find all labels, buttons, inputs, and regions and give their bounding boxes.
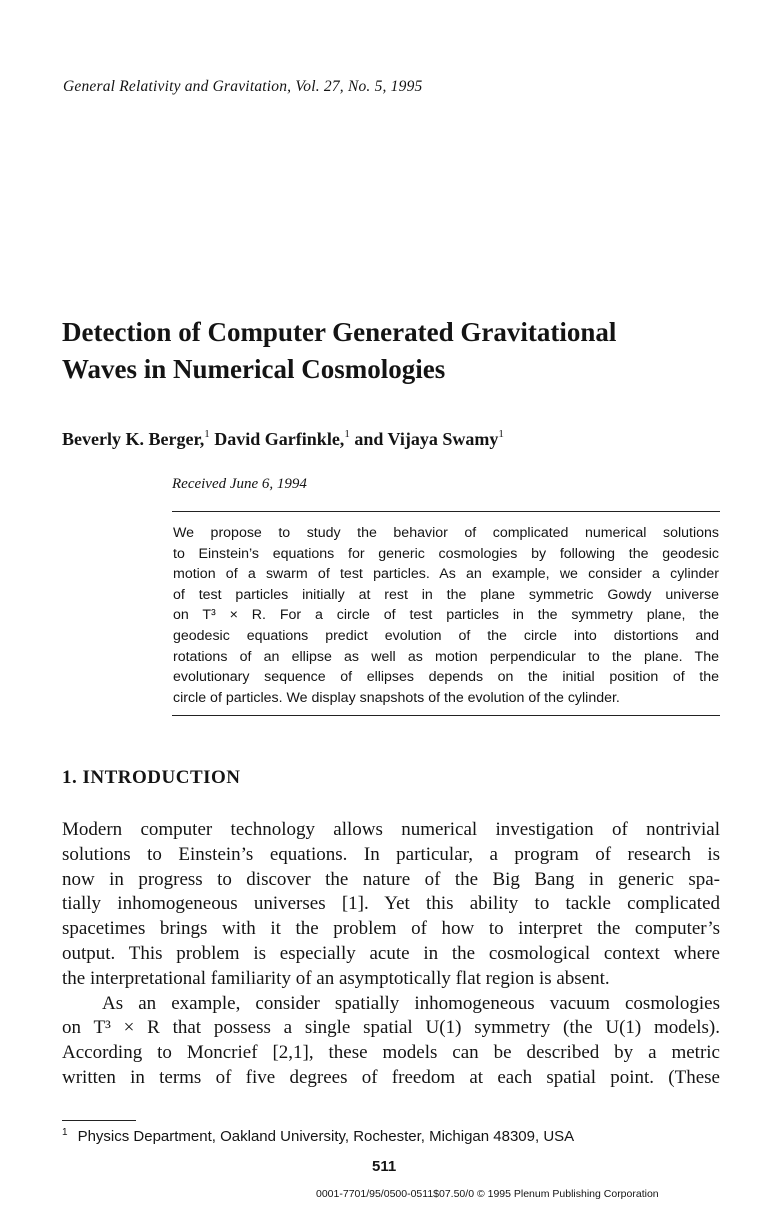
abstract-line: motion of a swarm of test particles. As an example, we consider a cylinder: [173, 566, 719, 583]
abstract-line: to Einstein’s equations for generic cosmologies by following the geodesic: [173, 545, 719, 562]
body-line: According to Moncrief [2,1], these models can be described by a metric: [62, 1042, 720, 1064]
page-number: 511: [372, 1158, 397, 1175]
abstract-bottom-rule: [172, 715, 720, 716]
received-date: Received June 6, 1994: [172, 476, 307, 492]
title-line-1: Detection of Computer Generated Gravitational: [62, 317, 617, 347]
abstract-top-rule: [172, 511, 720, 512]
abstract: [173, 523, 719, 708]
footnote-text: Physics Department, Oakland University, Rochester, Michigan 48309, USA: [77, 1128, 575, 1145]
section-heading: 1. INTRODUCTION: [62, 767, 241, 788]
body-line: output. This problem is especially acute in the cosmological context where: [62, 942, 720, 964]
abstract-line: We propose to study the behavior of complicated numerical solutions: [173, 525, 719, 541]
affiliation-mark: 1: [498, 428, 504, 440]
footnote-rule: [62, 1120, 136, 1121]
body-line: now in progress to discover the nature of the Big Bang in generic spa-: [62, 868, 720, 890]
affiliation-mark: 1: [344, 428, 350, 440]
affiliation-mark: 1: [204, 428, 210, 440]
body-line: As an example, consider spatially inhomogeneous vacuum cosmologies: [102, 992, 720, 1014]
footnote-mark: 1: [62, 1127, 68, 1138]
journal-header: General Relativity and Gravitation, Vol. 27, No. 5, 1995: [63, 78, 423, 95]
author-name: Vijaya Swamy: [387, 429, 499, 449]
body-line: solutions to Einstein’s equations. In particular, a program of research is: [62, 843, 720, 865]
author-name: Beverly K. Berger,: [62, 429, 205, 449]
body-line: tially inhomogeneous universes [1]. Yet this ability to tackle complicated: [62, 893, 720, 915]
author-name: David Garfinkle,: [214, 429, 345, 449]
body-text: [62, 818, 720, 1091]
body-line: Modern computer technology allows numerical investigation of nontrivial: [62, 819, 720, 840]
footnote: [62, 1128, 574, 1145]
body-line: written in terms of five degrees of freedom at each spatial point. (These: [62, 1066, 720, 1088]
copyright-line: 0001-7701/95/0500-0511$07.50/0 © 1995 Plenum Publishing Corporation: [316, 1188, 659, 1200]
abstract-line: of test particles initially at rest in the plane symmetric Gowdy universe: [173, 586, 719, 603]
title-line-2: Waves in Numerical Cosmologies: [62, 354, 446, 384]
abstract-line: evolutionary sequence of ellipses depends on the initial position of the: [173, 669, 719, 686]
body-line: on T³ × R that possess a single spatial U(1) symmetry (the U(1) models).: [62, 1017, 720, 1039]
author-conjunction: and: [354, 429, 384, 449]
author-list: [62, 429, 504, 450]
abstract-line: geodesic equations predict evolution of the circle into distortions and: [173, 627, 719, 644]
abstract-line: circle of particles. We display snapshots of the evolution of the cylinder.: [173, 689, 620, 706]
abstract-line: on T³ × R. For a circle of test particles in the symmetry plane, the: [173, 607, 719, 624]
paper-title: [62, 314, 742, 388]
body-line: the interpretational familiarity of an asymptotically flat region is absent.: [62, 967, 610, 989]
body-line: spacetimes brings with it the problem of how to interpret the computer’s: [62, 918, 720, 940]
abstract-line: rotations of an ellipse as well as motion perpendicular to the plane. The: [173, 648, 719, 665]
